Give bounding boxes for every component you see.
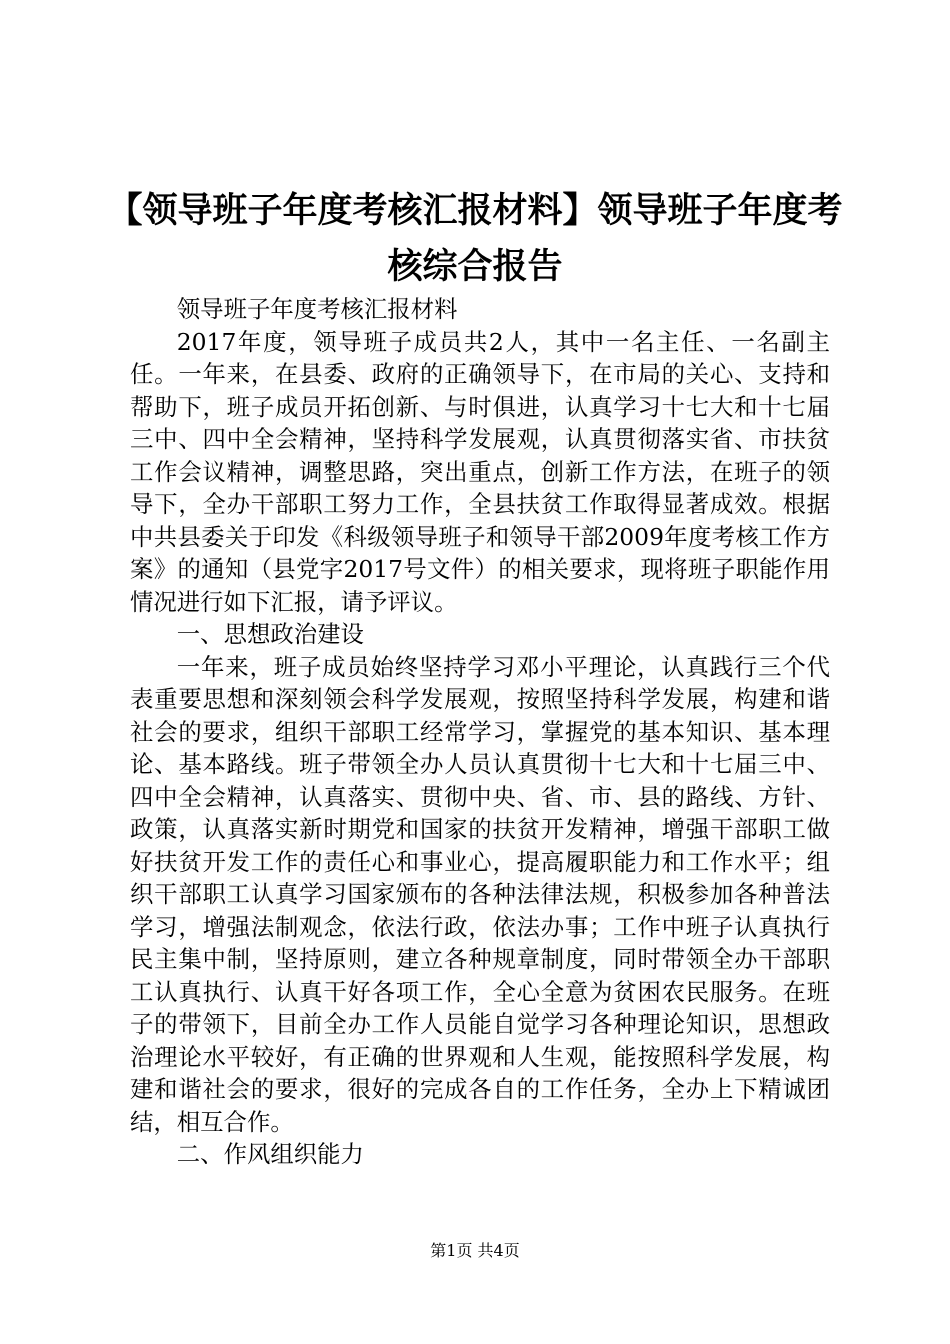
section-1-paragraph: 一年来，班子成员始终坚持学习邓小平理论，认真践行三个代表重要思想和深刻领会科学发展观，按照坚持科学发展，构建和谐社会的要求，组织干部职工经常学习，掌握党的基本知识、基本理论、基本路线。班子带领全办人员认真贯彻十七大和十七届三中、四中全会精神，认真落实、贯彻中央、省、市、县的路线、方针、政策，认真落实新时期党和国家的扶贫开发精神，增强干部职工做好扶贫开发工作的责任心和事业心，提高履职能力和工作水平；组织干部职工认真学习国家颁布的各种法律法规，积极参加各种普法学习，增强法制观念，依法行政，依法办事；工作中班子认真执行民主集中制，坚持原则，建立各种规章制度，同时带领全办干部职工认真执行、认真干好各项工作，全心全意为贫困农民服务。在班子的带领下，目前全办工作人员能自觉学习各种理论知识，思想政治理论水平较好，有正确的世界观和人生观，能按照科学发展，构建和谐社会的要求，很好的完成各自的工作任务，全办上下精诚团结，相互合作。: [130, 652, 830, 1136]
document-body: [130, 293, 830, 1171]
section-heading-1: 一、思想政治建设: [176, 620, 364, 648]
subtitle-paragraph: 领导班子年度考核汇报材料: [176, 295, 458, 323]
intro-paragraph: 2017年度，领导班子成员共2人，其中一名主任、一名副主任。一年来，在县委、政府的正确领导下，在市局的关心、支持和帮助下，班子成员开拓创新、与时俱进，认真学习十七大和十七届三中、四中全会精神，坚持科学发展观，认真贯彻落实省、市扶贫工作会议精神，调整思路，突出重点，创新工作方法，在班子的领导下，全办干部职工努力工作，全县扶贫工作取得显著成效。根据中共县委关于印发《科级领导班子和领导干部2009年度考核工作方案》的通知（县党字2017号文件）的相关要求，现将班子职能作用情况进行如下汇报，请予评议。: [130, 327, 830, 616]
document-title: 【领导班子年度考核汇报材料】领导班子年度考核综合报告: [107, 191, 843, 287]
page-footer: 第1页 共4页: [430, 1241, 520, 1260]
section-heading-2: 二、作风组织能力: [176, 1140, 364, 1168]
